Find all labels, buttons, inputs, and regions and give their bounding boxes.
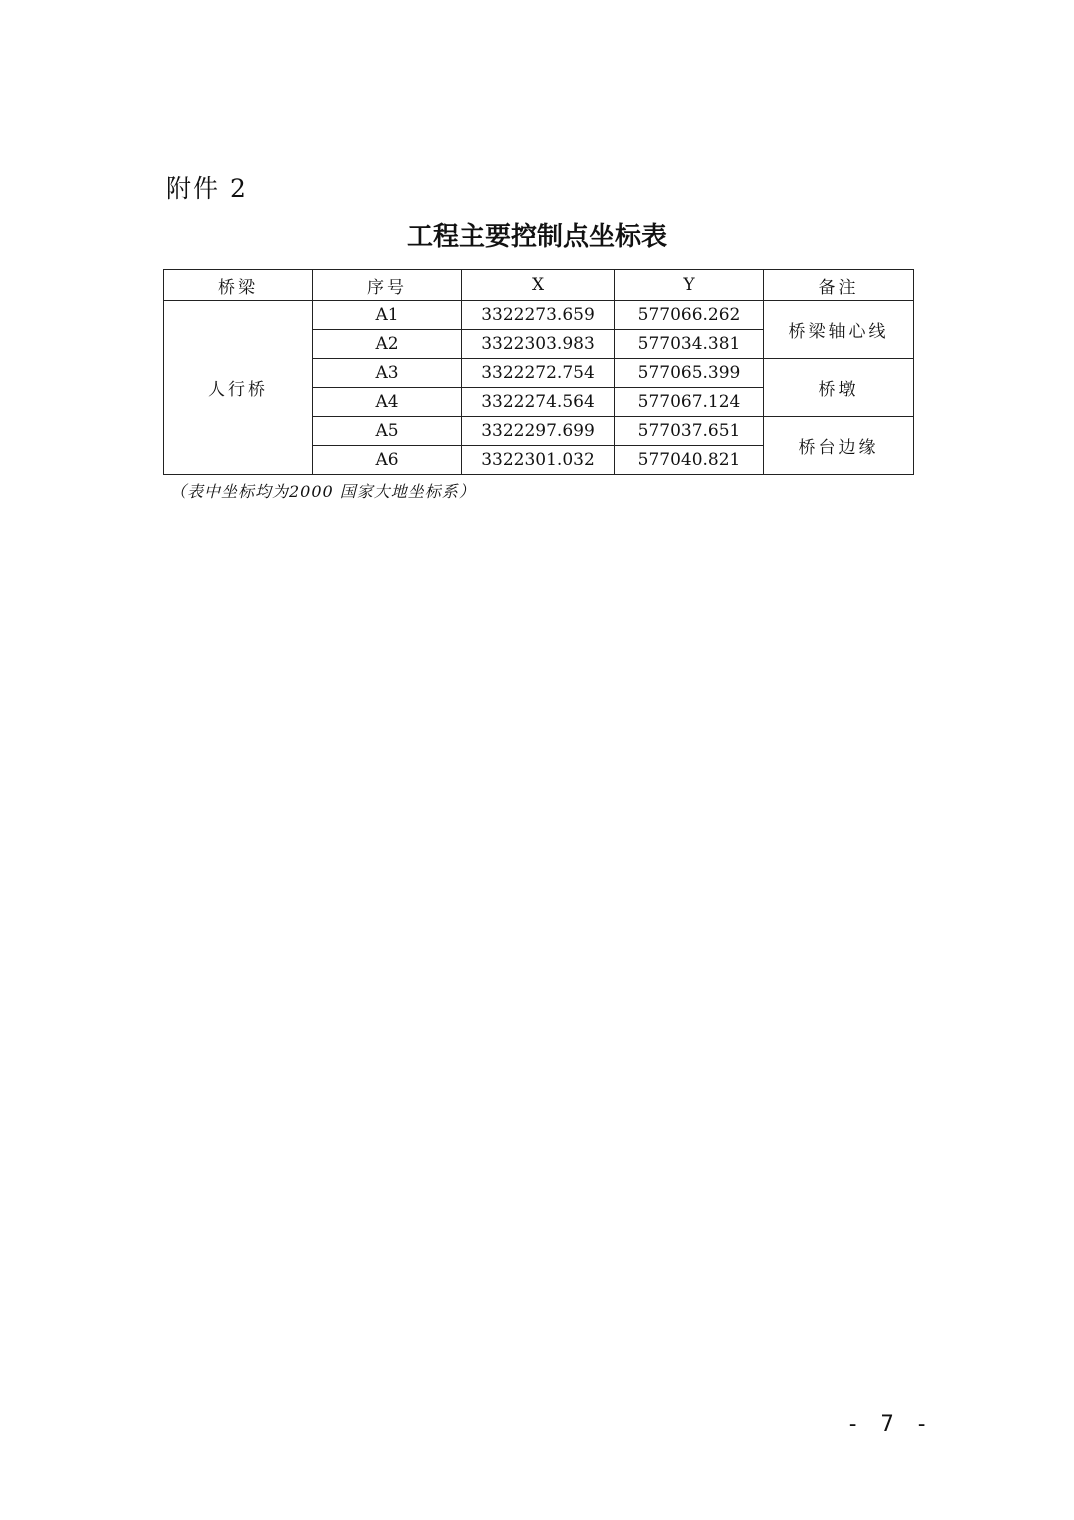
remark-cell: 桥墩: [764, 359, 914, 417]
x-coordinate-cell: 3322297.699: [462, 417, 615, 446]
y-coordinate-cell: 577065.399: [615, 359, 764, 388]
y-coordinate-cell: 577066.262: [615, 301, 764, 330]
point-id-cell: A2: [313, 330, 462, 359]
point-id-cell: A3: [313, 359, 462, 388]
y-coordinate-cell: 577034.381: [615, 330, 764, 359]
point-id-cell: A6: [313, 446, 462, 475]
x-coordinate-cell: 3322301.032: [462, 446, 615, 475]
header-remark: 备注: [764, 270, 914, 301]
table-note: （表中坐标均为2000 国家大地坐标系）: [170, 482, 476, 501]
document-title: 工程主要控制点坐标表: [406, 222, 667, 252]
bridge-name-cell: 人行桥: [164, 301, 313, 475]
table-row: [164, 301, 914, 330]
point-id-cell: A5: [313, 417, 462, 446]
header-bridge: 桥梁: [164, 270, 313, 301]
header-x: X: [462, 270, 615, 301]
remark-cell: 桥台边缘: [764, 417, 914, 475]
remark-cell: 桥梁轴心线: [764, 301, 914, 359]
header-y: Y: [615, 270, 764, 301]
x-coordinate-cell: 3322303.983: [462, 330, 615, 359]
page-number: - 7 -: [846, 1412, 933, 1437]
x-coordinate-cell: 3322274.564: [462, 388, 615, 417]
point-id-cell: A1: [313, 301, 462, 330]
x-coordinate-cell: 3322272.754: [462, 359, 615, 388]
point-id-cell: A4: [313, 388, 462, 417]
y-coordinate-cell: 577067.124: [615, 388, 764, 417]
attachment-label: 附件 2: [166, 174, 248, 203]
x-coordinate-cell: 3322273.659: [462, 301, 615, 330]
table-header-row: [164, 270, 914, 301]
header-serial: 序号: [313, 270, 462, 301]
y-coordinate-cell: 577037.651: [615, 417, 764, 446]
y-coordinate-cell: 577040.821: [615, 446, 764, 475]
control-point-table: [163, 269, 914, 475]
